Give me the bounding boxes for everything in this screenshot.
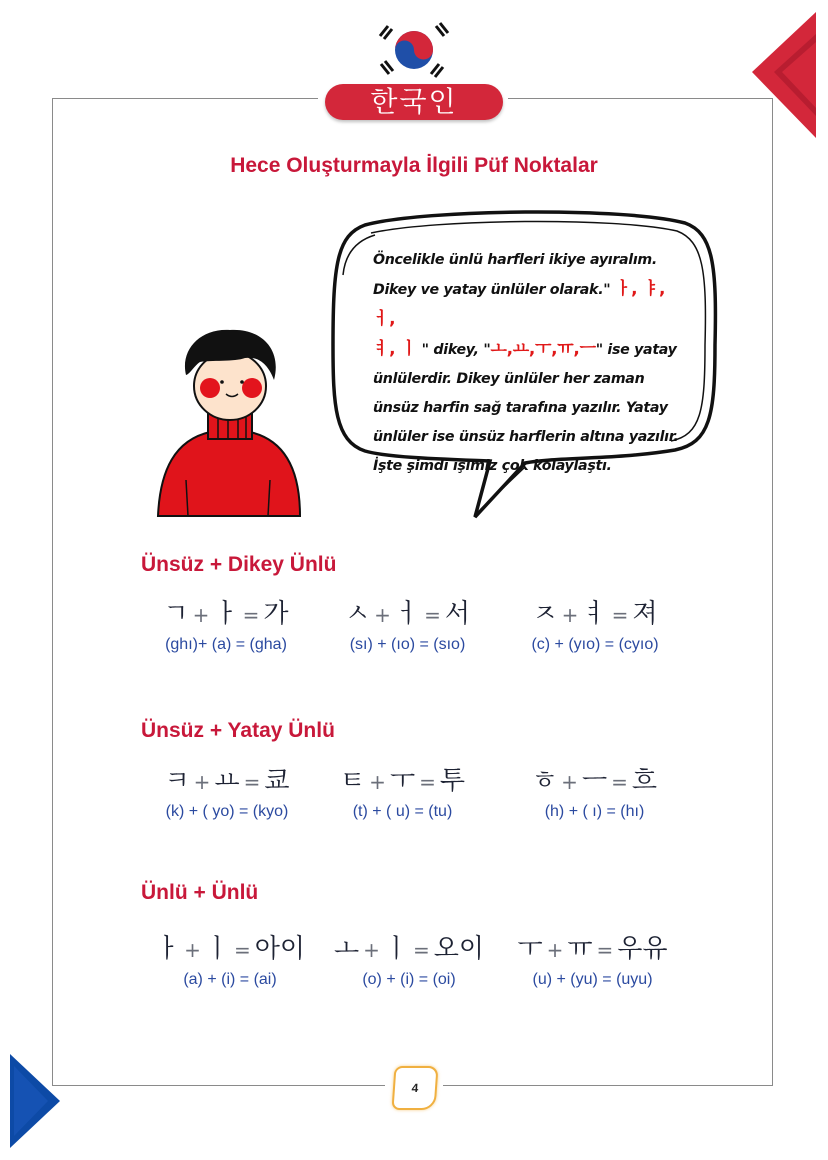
person-illustration: [150, 320, 310, 520]
bubble-line: Dikey ve yatay ünlüler olarak." ㅏ, ㅑ, ㅓ,: [373, 279, 666, 329]
bubble-line: Öncelikle ünlü harfleri ikiye ayıralım.: [373, 252, 657, 268]
bubble-line: İşte şimdi işimiz çok kolaylaştı.: [373, 458, 612, 474]
corner-triangle-blue: [10, 1054, 60, 1148]
header-badge: 한국인: [325, 84, 503, 120]
vertical-vowels: ㅕ, ㅣ: [373, 339, 418, 359]
bubble-line: ünsüz harfin sağ tarafına yazılır. Yatay: [373, 400, 668, 416]
speech-bubble-text: [373, 246, 693, 481]
bubble-line: ünlülerdir. Dikey ünlüler her zaman: [373, 371, 645, 387]
equation: ㅜ + ㅠ = 우유 (u) + (yu) = (uyu): [517, 934, 668, 988]
equation: ㅎ + ㅡ = 흐 (h) + ( ı) = (hı): [532, 766, 657, 820]
horizontal-vowels: ㅗ,ㅛ,ㅜ,ㅠ,ㅡ: [490, 339, 596, 359]
vertical-vowels: ㅏ, ㅑ, ㅓ,: [373, 279, 666, 329]
equation: ㄱ + ㅏ = 가 (ghı)+ (a) = (gha): [163, 599, 289, 653]
equation: ㅌ + ㅜ = 투 (t) + ( u) = (tu): [340, 766, 465, 820]
section-heading: Ünsüz + Dikey Ünlü: [141, 553, 337, 576]
corner-triangle-red: [752, 12, 816, 138]
page-title: Hece Oluşturmayla İlgili Püf Noktalar: [230, 154, 598, 177]
bubble-line: ünlüler ise ünsüz harflerin altına yazılır.: [373, 429, 679, 445]
equation: ㅗ + ㅣ = 오이 (o) + (i) = (oi): [333, 934, 484, 988]
section-heading: Ünsüz + Yatay Ünlü: [141, 719, 335, 742]
section-heading: Ünlü + Ünlü: [141, 881, 259, 904]
bubble-line: ㅕ, ㅣ " dikey, "ㅗ,ㅛ,ㅜ,ㅠ,ㅡ" ise yatay: [373, 339, 677, 359]
equation: ㅅ + ㅓ = 서 (sı) + (ıo) = (sıo): [345, 599, 470, 653]
equation: ㅏ + ㅣ = 아이 (a) + (i) = (ai): [155, 934, 306, 988]
equation: ㅋ + ㅛ = 쿄 (k) + ( yo) = (kyo): [164, 766, 290, 820]
equation: ㅈ + ㅕ = 져 (c) + (yıo) = (cyıo): [531, 599, 659, 653]
korea-flag-icon: [372, 22, 456, 86]
page-number: 4: [391, 1066, 438, 1110]
